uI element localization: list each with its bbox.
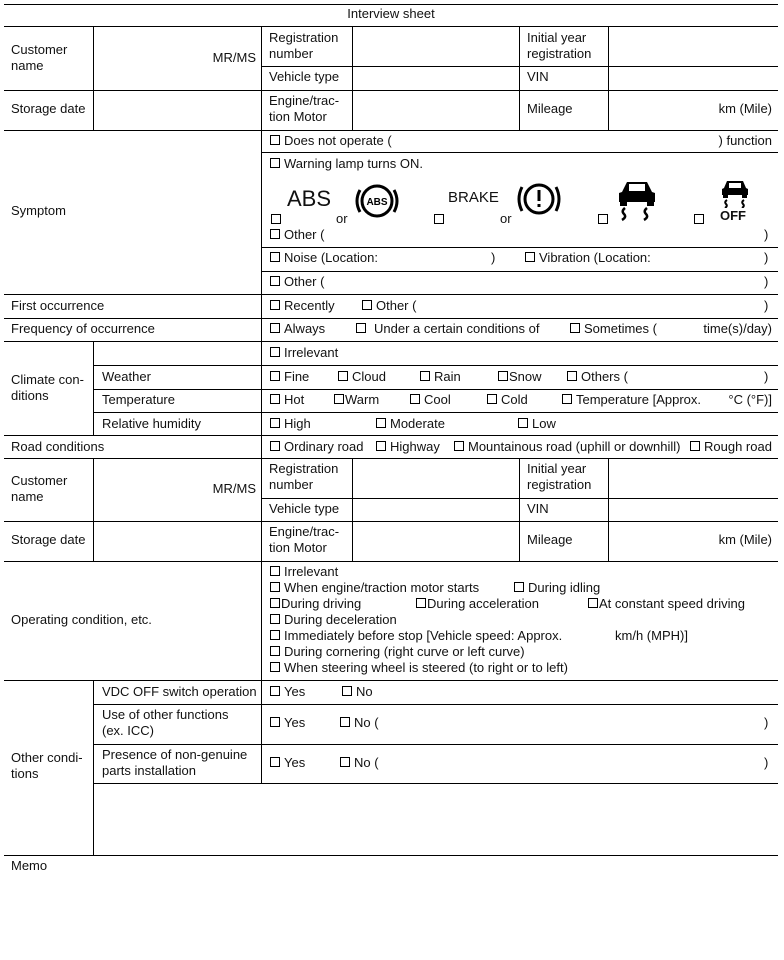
checkbox[interactable] xyxy=(416,598,426,608)
checkbox[interactable] xyxy=(270,598,280,608)
checkbox[interactable] xyxy=(270,582,280,592)
registration-number-label: Registration number xyxy=(269,30,339,61)
customer-name-label: Customer name xyxy=(11,42,68,73)
checkbox[interactable] xyxy=(525,252,535,262)
interview-sheet xyxy=(4,0,778,960)
checkbox[interactable] xyxy=(498,371,508,381)
driving-option[interactable]: During driving xyxy=(270,596,361,612)
other-conditions-label: Other condi-tions xyxy=(11,750,83,781)
cool-option[interactable]: Cool xyxy=(410,392,451,408)
vin-label-2: VIN xyxy=(527,501,549,516)
rain-option[interactable]: Rain xyxy=(420,369,461,385)
km-mile-label: km (Mile) xyxy=(718,101,772,116)
memo-label: Memo xyxy=(11,858,48,873)
non-genuine-close: ) xyxy=(764,755,769,770)
first-occurrence-label: First occurrence xyxy=(11,298,105,313)
function-suffix: ) function xyxy=(718,133,772,148)
sometimes-option[interactable]: Sometimes ( xyxy=(570,321,657,337)
other-functions-label: Use of other functions (ex. ICC) xyxy=(102,707,229,738)
non-genuine-label: Presence of non-genuine parts installation xyxy=(102,747,248,778)
brake-warning-icon xyxy=(514,179,564,219)
symptom-other2-option[interactable]: Other ( xyxy=(270,274,324,290)
checkbox[interactable] xyxy=(270,566,280,576)
steering-option[interactable]: When steering wheel is steered (to right or to left) xyxy=(270,660,568,676)
checkbox[interactable] xyxy=(570,323,580,333)
vdc-yes-option[interactable]: Yes xyxy=(270,684,305,700)
symptom-other-close: ) xyxy=(764,227,769,242)
abs-warning-icon xyxy=(352,181,402,221)
vehicle-type-label: Vehicle type xyxy=(269,69,340,84)
checkbox[interactable] xyxy=(588,598,598,608)
vehicle-type-label-2: Vehicle type xyxy=(269,501,340,516)
highway-option[interactable]: Highway xyxy=(376,439,440,455)
abs-circle-text: ABS xyxy=(366,197,388,208)
deceleration-option[interactable]: During deceleration xyxy=(270,612,397,628)
mountainous-option[interactable]: Mountainous road (uphill or downhill) xyxy=(454,439,680,455)
or-label-1: or xyxy=(336,211,348,226)
checkbox[interactable] xyxy=(270,757,280,767)
km-mile-label-2: km (Mile) xyxy=(718,532,772,547)
abs-text-icon: ABS xyxy=(287,186,332,211)
constant-speed-option[interactable]: At constant speed driving xyxy=(588,596,745,612)
cornering-option[interactable]: During cornering (right curve or left curve) xyxy=(270,644,525,660)
checkbox[interactable] xyxy=(270,717,280,727)
checkbox[interactable] xyxy=(376,418,386,428)
functions-yes-option[interactable]: Yes xyxy=(270,715,305,731)
off-text: OFF xyxy=(720,208,746,223)
vehicle-skid-icon xyxy=(614,178,660,222)
mileage-label-2: Mileage xyxy=(527,532,573,547)
hot-option[interactable]: Hot xyxy=(270,392,304,408)
engine-starts-option[interactable]: When engine/traction motor starts xyxy=(270,580,479,596)
symptom-label: Symptom xyxy=(11,203,66,218)
checkbox[interactable] xyxy=(454,441,464,451)
first-other-option[interactable]: Other ( xyxy=(362,298,416,314)
warning-lamp-option[interactable]: Warning lamp turns ON. xyxy=(270,156,423,172)
temperature-label: Temperature xyxy=(102,392,175,407)
vin-label: VIN xyxy=(527,69,549,84)
before-stop-option[interactable]: Immediately before stop [Vehicle speed: Approx. xyxy=(270,628,562,644)
checkbox[interactable] xyxy=(270,662,280,672)
checkbox[interactable] xyxy=(270,323,280,333)
climate-irrelevant-option[interactable]: Irrelevant xyxy=(270,345,338,361)
cold-option[interactable]: Cold xyxy=(487,392,528,408)
non-genuine-yes-option[interactable]: Yes xyxy=(270,755,305,771)
checkbox[interactable] xyxy=(270,646,280,656)
skid-off-checkbox[interactable] xyxy=(694,214,704,224)
checkbox[interactable] xyxy=(514,582,524,592)
rough-road-option[interactable]: Rough road xyxy=(690,439,772,455)
does-not-operate-option[interactable]: Does not operate ( xyxy=(270,133,392,149)
checkbox[interactable] xyxy=(487,394,497,404)
skid-checkbox[interactable] xyxy=(598,214,608,224)
noise-option[interactable]: Noise (Location: xyxy=(270,250,378,266)
checkbox[interactable] xyxy=(420,371,430,381)
checkbox[interactable] xyxy=(270,135,280,145)
always-option[interactable]: Always xyxy=(270,321,325,337)
checkbox[interactable] xyxy=(270,614,280,624)
checkbox[interactable] xyxy=(518,418,528,428)
initial-year-label-2: Initial year registration xyxy=(527,461,592,492)
checkbox[interactable] xyxy=(270,630,280,640)
storage-date-label-2: Storage date xyxy=(11,532,86,547)
mr-ms-label-2: MR/MS xyxy=(212,481,256,496)
brake-text-icon: BRAKE xyxy=(448,189,499,206)
frequency-label: Frequency of occurrence xyxy=(11,321,155,336)
checkbox[interactable] xyxy=(376,441,386,451)
symptom-other2-close: ) xyxy=(764,274,769,289)
idling-option[interactable]: During idling xyxy=(514,580,600,596)
temperature-approx-option[interactable]: Temperature [Approx. xyxy=(562,392,701,408)
ordinary-road-option[interactable]: Ordinary road xyxy=(270,439,363,455)
checkbox[interactable] xyxy=(338,371,348,381)
vibration-close: ) xyxy=(764,250,769,265)
checkbox[interactable] xyxy=(340,757,350,767)
checkbox[interactable] xyxy=(356,323,366,333)
checkbox[interactable] xyxy=(270,347,280,357)
customer-name-label-2: Customer name xyxy=(11,473,68,504)
others-option[interactable]: Others ( xyxy=(567,369,628,385)
vdc-no-option[interactable]: No xyxy=(342,684,373,700)
checkbox[interactable] xyxy=(562,394,572,404)
op-irrelevant-option[interactable]: Irrelevant xyxy=(270,564,338,580)
checkbox[interactable] xyxy=(270,686,280,696)
checkbox[interactable] xyxy=(270,276,280,286)
checkbox[interactable] xyxy=(342,686,352,696)
checkbox[interactable] xyxy=(270,394,280,404)
checkbox[interactable] xyxy=(690,441,700,451)
symptom-other-option[interactable]: Other ( xyxy=(270,227,324,243)
snow-option[interactable]: Snow xyxy=(498,369,542,385)
initial-year-label: Initial year registration xyxy=(527,30,592,61)
checkbox[interactable] xyxy=(270,418,280,428)
checkbox[interactable] xyxy=(334,394,344,404)
recently-option[interactable]: Recently xyxy=(270,298,335,314)
vehicle-skid-off-icon xyxy=(718,178,752,208)
cloud-option[interactable]: Cloud xyxy=(338,369,386,385)
checkbox[interactable] xyxy=(270,158,280,168)
checkbox[interactable] xyxy=(270,441,280,451)
checkbox[interactable] xyxy=(567,371,577,381)
moderate-option[interactable]: Moderate xyxy=(376,416,445,432)
operating-condition-label: Operating condition, etc. xyxy=(11,612,152,627)
checkbox[interactable] xyxy=(270,300,280,310)
registration-number-label-2: Registration number xyxy=(269,461,339,492)
non-genuine-no-option[interactable]: No ( xyxy=(340,755,379,771)
fine-option[interactable]: Fine xyxy=(270,369,309,385)
weather-label: Weather xyxy=(102,369,151,384)
celsius-label: °C (°F)] xyxy=(728,392,772,407)
checkbox[interactable] xyxy=(270,229,280,239)
vdc-off-label: VDC OFF switch operation xyxy=(102,684,257,699)
checkbox[interactable] xyxy=(362,300,372,310)
times-day-label: time(s)/day) xyxy=(703,321,772,336)
climate-label: Climate con-ditions xyxy=(11,372,84,403)
functions-no-option[interactable]: No ( xyxy=(340,715,379,731)
warm-option[interactable]: Warm xyxy=(334,392,379,408)
road-conditions-label: Road conditions xyxy=(11,439,105,454)
checkbox[interactable] xyxy=(410,394,420,404)
engine-traction-motor-label-2: Engine/trac-tion Motor xyxy=(269,524,340,555)
kmh-label: km/h (MPH)] xyxy=(615,628,688,643)
abs-checkbox[interactable] xyxy=(271,214,281,224)
high-option[interactable]: High xyxy=(270,416,311,432)
mr-ms-label: MR/MS xyxy=(212,50,256,65)
others-close: ) xyxy=(764,369,769,384)
first-other-close: ) xyxy=(764,298,769,313)
vibration-option[interactable]: Vibration (Location: xyxy=(525,250,651,266)
brake-checkbox[interactable] xyxy=(434,214,444,224)
checkbox[interactable] xyxy=(270,371,280,381)
functions-close: ) xyxy=(764,715,769,730)
sheet-title: Interview sheet xyxy=(347,6,435,21)
checkbox[interactable] xyxy=(340,717,350,727)
or-label-2: or xyxy=(500,211,512,226)
noise-close: ) xyxy=(491,250,496,265)
humidity-label: Relative humidity xyxy=(102,416,201,431)
storage-date-label: Storage date xyxy=(11,101,86,116)
engine-traction-motor-label: Engine/trac-tion Motor xyxy=(269,93,340,124)
acceleration-option[interactable]: During acceleration xyxy=(416,596,539,612)
checkbox[interactable] xyxy=(270,252,280,262)
low-option[interactable]: Low xyxy=(518,416,556,432)
under-certain-option[interactable]: Under a certain conditions of xyxy=(356,321,539,337)
mileage-label: Mileage xyxy=(527,101,573,116)
